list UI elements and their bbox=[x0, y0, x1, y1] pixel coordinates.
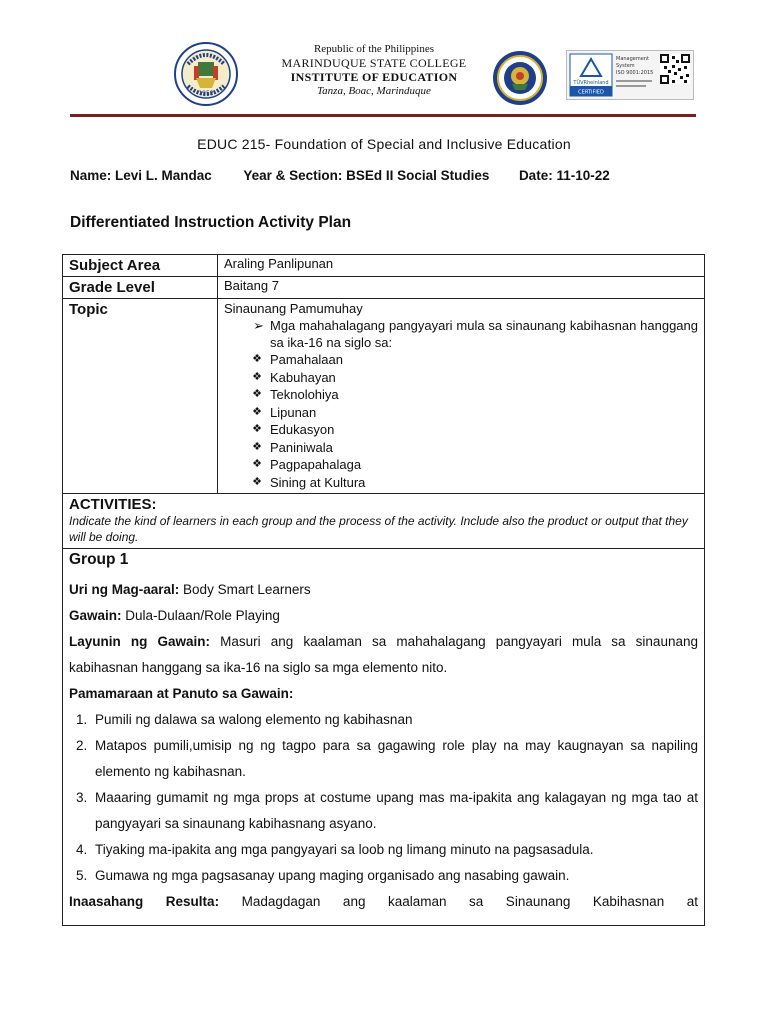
topic-item-text: Pagpapahalaga bbox=[270, 457, 362, 472]
learner-type: Uri ng Mag-aaral: Body Smart Learners bbox=[69, 582, 311, 597]
goal: Layunin ng Gawain: Masuri ang kaalaman sa mahahalagang pangyayari mula sa sinaunang kabihasnan hanggang sa ika-16 na siglo sa mga elemento nito. bbox=[69, 634, 698, 675]
course-title: EDUC 215- Foundation of Special and Inclusive Education bbox=[197, 136, 571, 152]
topic-item bbox=[224, 456, 698, 474]
task: Gawain: Dula-Dulaan/Role Playing bbox=[69, 608, 280, 623]
topic-point bbox=[224, 317, 698, 351]
subject-row bbox=[63, 255, 704, 277]
procedure-step: 1. Pumili ng dalawa sa walong elemento ng kabihasnan bbox=[91, 707, 698, 733]
diamond-bullet-icon: ❖ bbox=[252, 440, 262, 453]
topic-item bbox=[224, 386, 698, 404]
group1-heading: Group 1 bbox=[69, 551, 129, 568]
topic-item-text: Pamahalaan bbox=[270, 352, 343, 367]
diamond-bullet-icon: ❖ bbox=[252, 370, 262, 383]
topic-item-text: Kabuhayan bbox=[270, 369, 336, 385]
topic-item bbox=[224, 369, 698, 387]
svg-text:ISO 9001:2015: ISO 9001:2015 bbox=[616, 70, 654, 76]
diamond-bullet-icon: ❖ bbox=[252, 458, 262, 470]
seal-year: 1952 bbox=[198, 90, 214, 97]
activities-heading: ACTIVITIES: bbox=[69, 496, 157, 513]
topic-title: Sinaunang Pamumuhay bbox=[224, 301, 363, 316]
topic-row bbox=[63, 299, 704, 494]
topic-items-list bbox=[224, 351, 698, 491]
student-info bbox=[70, 168, 610, 183]
topic-item bbox=[224, 351, 698, 369]
procedure-step: 3. Maaaring gumamit ng mga props at costume upang mas ma-ipakita ang kalagayan ng mga tao at pangyayari sa sinaunang kabihasnang asyano. bbox=[91, 785, 698, 837]
activity-plan-table bbox=[62, 254, 705, 926]
svg-text:TÜVRheinland: TÜVRheinland bbox=[573, 80, 609, 86]
institute-seal-logo bbox=[492, 50, 548, 106]
activities-cell bbox=[63, 494, 704, 548]
republic-line: Republic of the Philippines bbox=[313, 43, 435, 55]
letterhead-text bbox=[258, 42, 490, 98]
topic-item-text: Sining at Kultura bbox=[270, 474, 366, 490]
plan-title: Differentiated Instruction Activity Plan bbox=[70, 214, 352, 231]
grade-label: Grade Level bbox=[63, 277, 218, 298]
topic-item bbox=[224, 474, 698, 492]
topic-item-text: Edukasyon bbox=[270, 422, 335, 437]
letterhead bbox=[70, 38, 698, 112]
topic-item-text: Paniniwala bbox=[270, 439, 333, 455]
topic-point-text: Mga mahahalagang pangyayari mula sa sinaunang kabihasnan hanggang sa ika-16 na siglo sa: bbox=[270, 318, 698, 350]
grade-row bbox=[63, 277, 704, 299]
diamond-bullet-icon: ❖ bbox=[252, 475, 262, 488]
year-section: Year & Section: BSEd II Social Studies bbox=[243, 168, 490, 183]
procedure-step: 5. Gumawa ng mga pagsasanay upang maging organisado ang nasabing gawain. bbox=[91, 863, 698, 889]
college-address: Tanza, Boac, Marinduque bbox=[317, 85, 431, 97]
svg-text:System: System bbox=[616, 63, 635, 69]
topic-item bbox=[224, 404, 698, 422]
group1-row bbox=[63, 549, 704, 925]
college-seal-logo bbox=[174, 40, 238, 108]
diamond-bullet-icon: ❖ bbox=[252, 405, 262, 418]
group1-cell bbox=[63, 549, 704, 925]
topic-item bbox=[224, 421, 698, 439]
activities-row bbox=[63, 494, 704, 549]
procedure-step: 2. Matapos pumili,umisip ng ng tagpo para sa gagawing role play na may kaugnayan sa napiling elemento ng kabihasnan. bbox=[91, 733, 698, 785]
date: Date: 11-10-22 bbox=[518, 168, 610, 183]
iso-certification-badge bbox=[566, 50, 694, 100]
topic-label: Topic bbox=[63, 299, 218, 493]
topic-item bbox=[224, 439, 698, 457]
arrow-bullet-icon: ➢ bbox=[253, 318, 264, 333]
activities-instructions: Indicate the kind of learners in each group and the process of the activity. Include also the product or output that they will be doing. bbox=[69, 514, 688, 544]
procedure-step: 4. Tiyaking ma-ipakita ang mga pangyayari sa loob ng limang minuto na pagsasadula. bbox=[91, 837, 698, 863]
grade-value: Baitang 7 bbox=[224, 278, 279, 293]
expected-result: Inaasahang Resulta: Madagdagan ang kaalaman sa Sinaunang Kabihasnan at bbox=[69, 894, 698, 909]
svg-text:Management: Management bbox=[616, 56, 649, 62]
institute-name: INSTITUTE OF EDUCATION bbox=[290, 70, 458, 84]
subject-label: Subject Area bbox=[63, 255, 218, 276]
topic-cell bbox=[218, 299, 704, 493]
subject-value: Araling Panlipunan bbox=[224, 256, 334, 271]
procedure-steps bbox=[69, 707, 698, 889]
diamond-bullet-icon: ❖ bbox=[252, 388, 262, 400]
topic-item-text: Lipunan bbox=[270, 404, 317, 420]
header-rule bbox=[70, 114, 696, 117]
procedure-heading: Pamamaraan at Panuto sa Gawain: bbox=[69, 686, 294, 701]
topic-item-text: Teknolohiya bbox=[270, 387, 339, 402]
student-name: Name: Levi L. Mandac bbox=[70, 168, 212, 183]
svg-text:CERTIFIED: CERTIFIED bbox=[578, 89, 604, 96]
college-name: MARINDUQUE STATE COLLEGE bbox=[281, 56, 467, 70]
diamond-bullet-icon: ❖ bbox=[252, 353, 262, 365]
diamond-bullet-icon: ❖ bbox=[252, 423, 262, 435]
